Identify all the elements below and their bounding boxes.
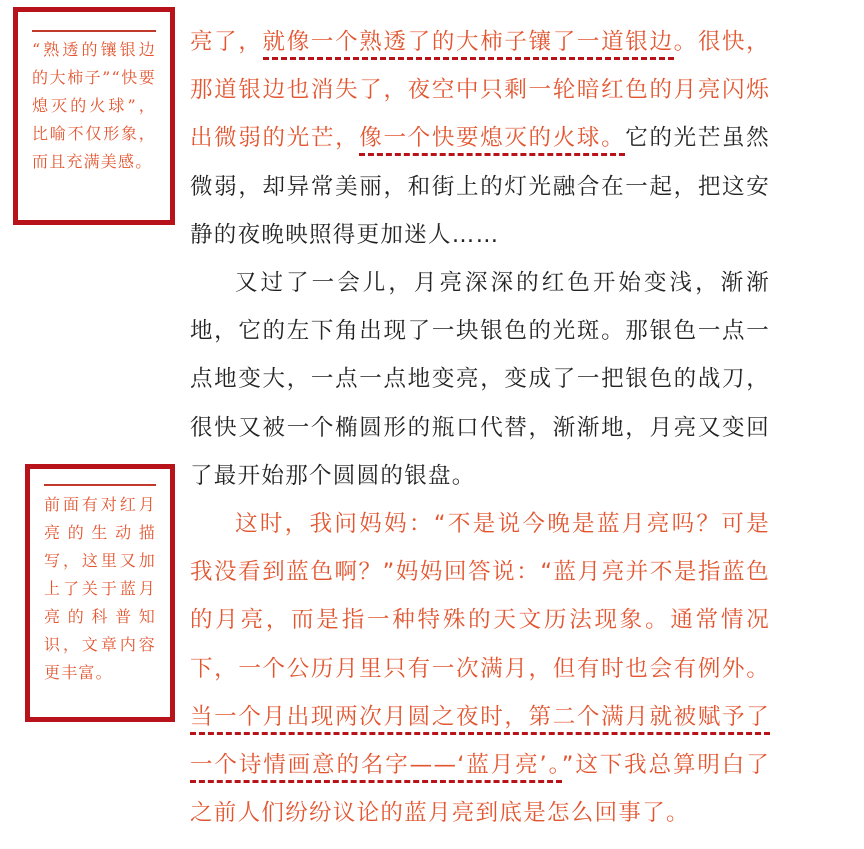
text-segment: 亮了，	[190, 29, 263, 55]
annotation-box-metaphor	[13, 7, 175, 225]
annotation-box-science	[25, 464, 175, 722]
paragraph-blue-moon	[190, 500, 770, 837]
underlined-phrase: 当一个月出现两次月圆之夜时，第二个满月就被赋予了一个诗情画意的名字——‘蓝月亮’。	[190, 704, 770, 783]
text-segment: 又过了一会儿，月亮深深的红色开始变浅，渐渐地，它的左下角出现了一块银色的光斑。那银色一点一点地变大，一点一点地变亮，变成了一把银色的战刀，很快又被一个椭圆形的瓶口代替，渐渐地，月亮又变回了最开始那个圆圆的银盘。	[190, 270, 770, 489]
annotation-top-rule	[44, 484, 156, 486]
text-segment: 。很快，那道银边也消失了，夜空中只剩一轮暗红色的月亮闪烁出微弱的光芒，	[190, 29, 770, 152]
text-segment: 它的光芒虽然微弱，却异常美丽，和街上的灯光融合在一起，把这安静的夜晚映照得更加迷人……	[190, 125, 770, 248]
essay-body	[190, 18, 770, 837]
text-segment: 这时，我问妈妈：“不是说今晚是蓝月亮吗？可是我没看到蓝色啊？”妈妈回答说：“蓝月亮并不是指蓝色的月亮，而是指一种特殊的天文历法现象。通常情况下，一个公历月里只有一次满月，但有时也会有例外。	[190, 511, 770, 682]
text-segment: ”这下我总算明白了之前人们纷纷议论的蓝月亮到底是怎么回事了。	[190, 752, 771, 827]
annotation-top-rule	[32, 30, 156, 32]
paragraph-silver-moon	[190, 259, 770, 500]
paragraph-red-moon	[190, 18, 770, 259]
underlined-phrase: 像一个快要熄灭的火球。	[359, 125, 625, 156]
annotation-text: 前面有对红月亮的生动描写，这里又加上了关于蓝月亮的科普知识，文章内容更丰富。	[44, 495, 156, 682]
annotation-text: “熟透的镶银边的大柿子”“快要熄灭的火球”，比喻不仅形象，而且充满美感。	[32, 40, 156, 171]
underlined-phrase: 就像一个熟透了的大柿子镶了一道银边	[263, 29, 674, 60]
